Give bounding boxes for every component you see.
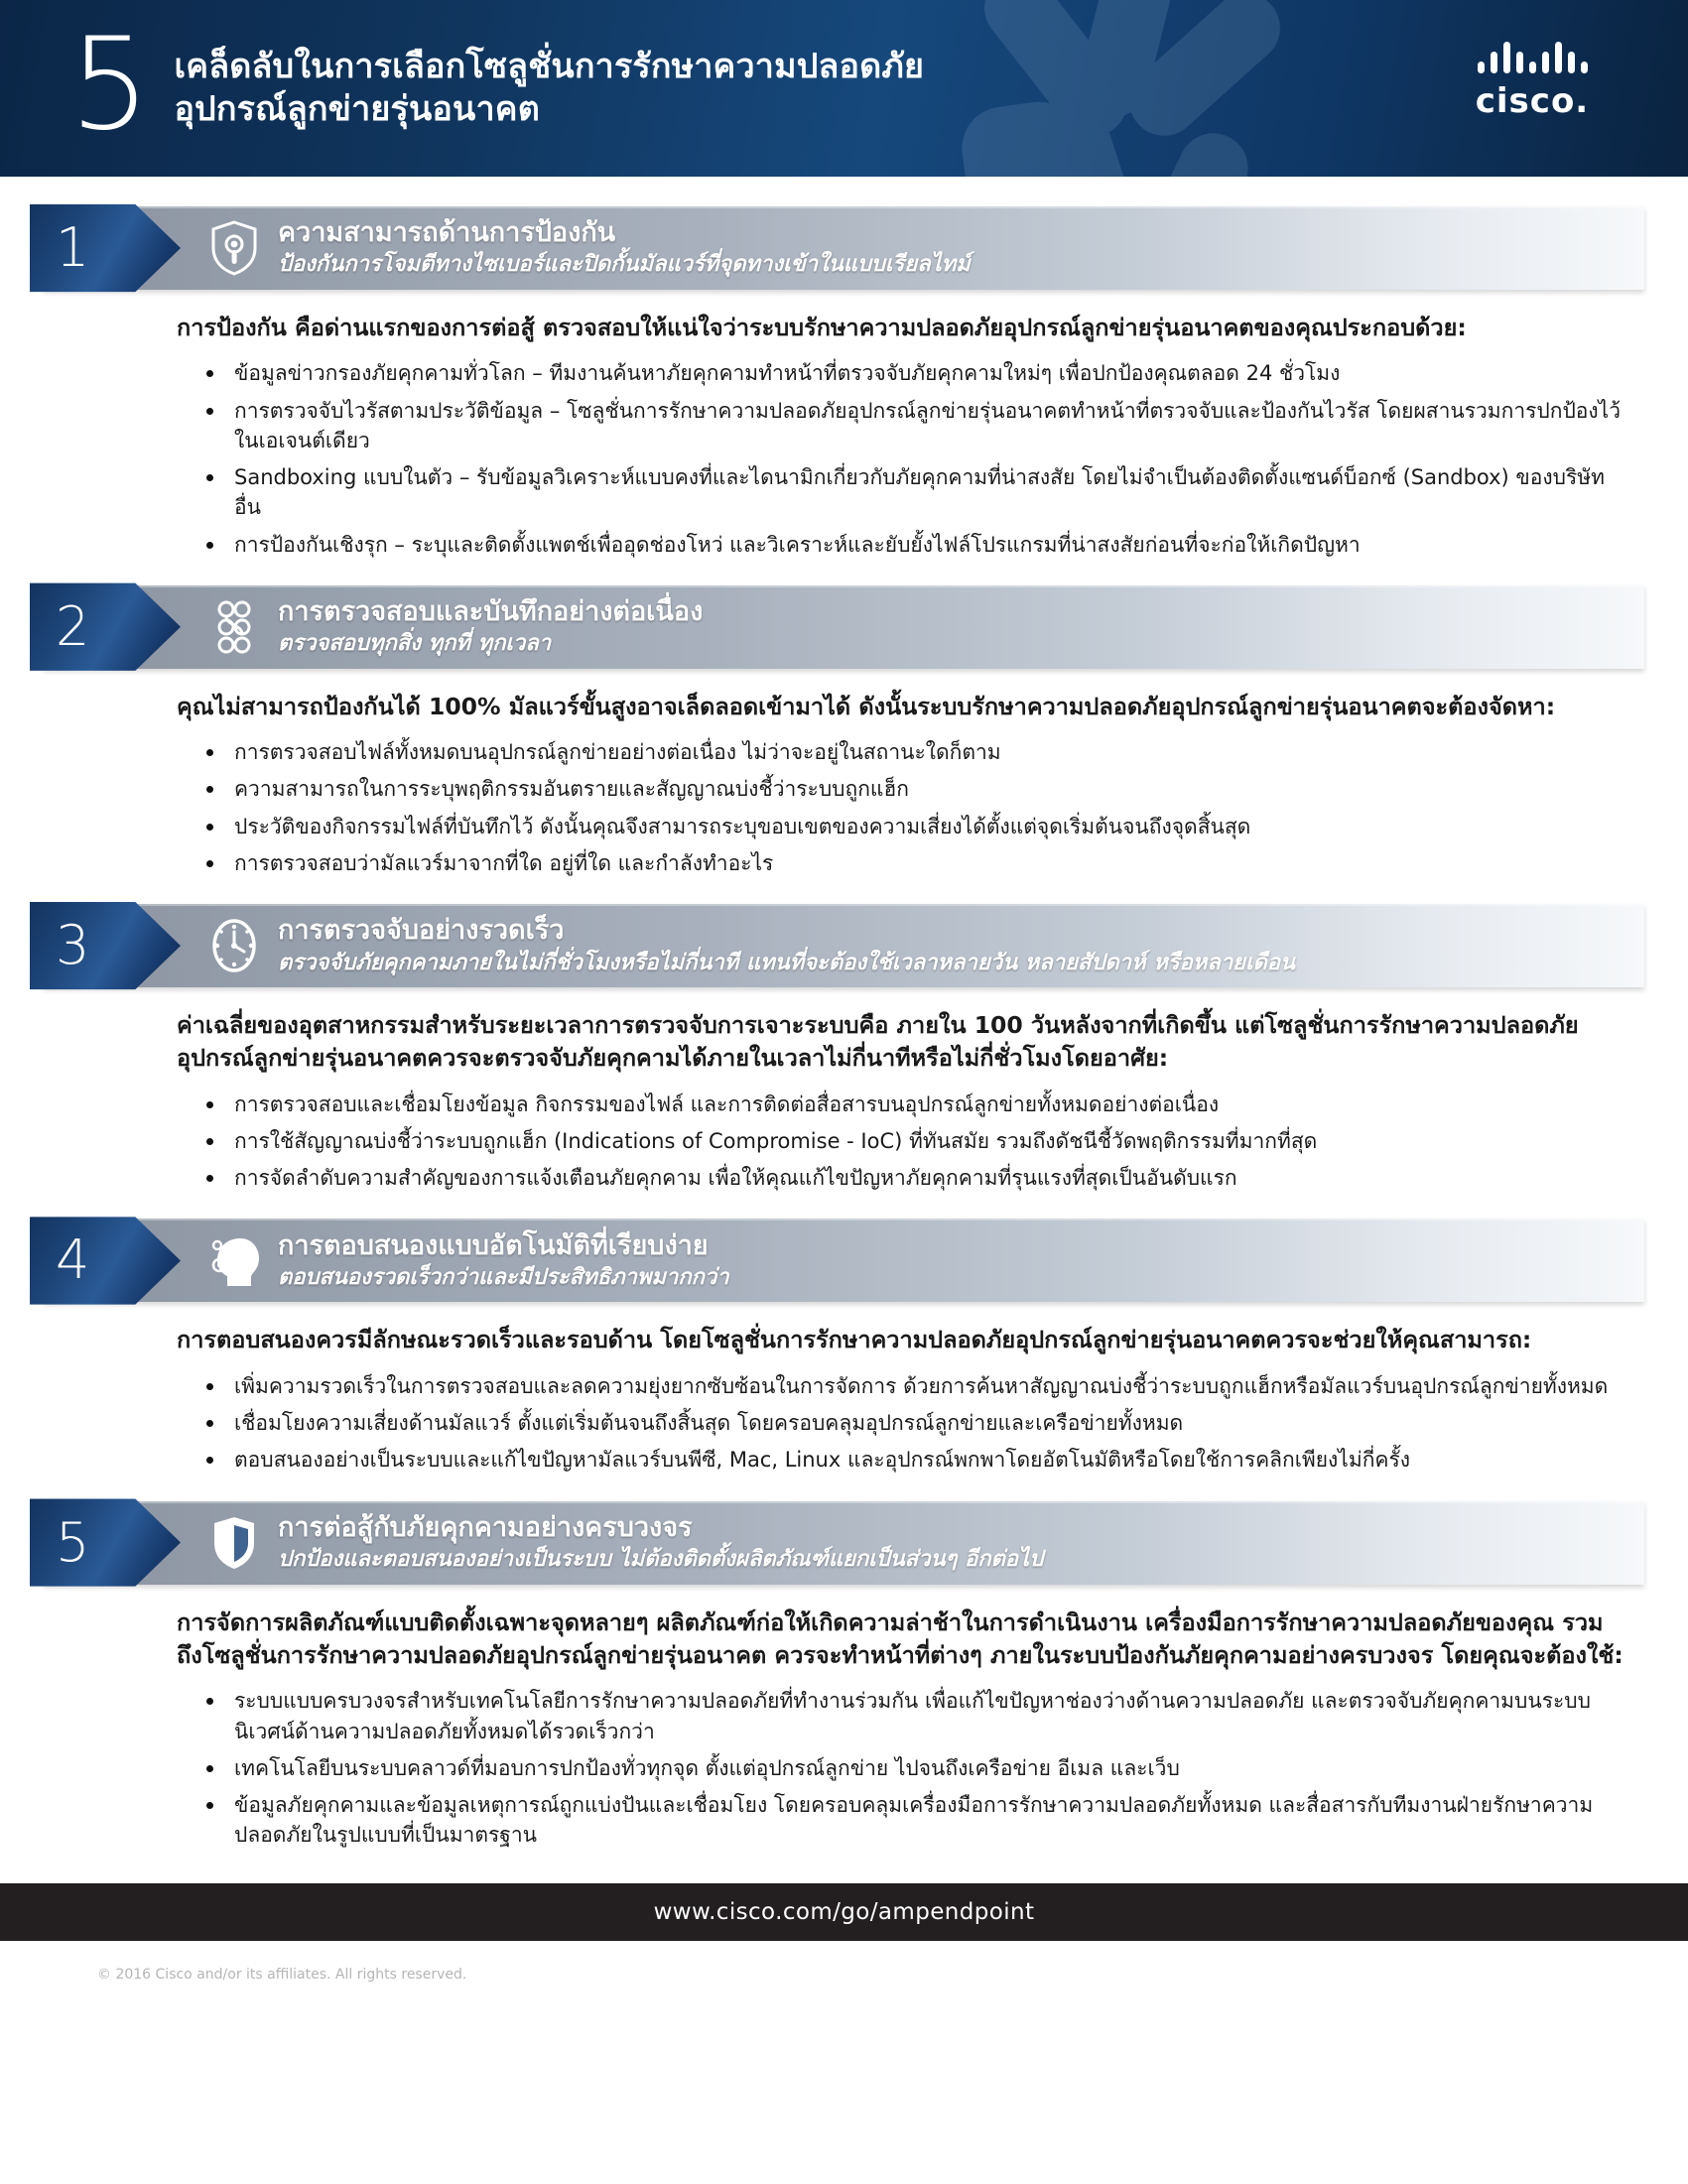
list-item: ระบบแบบครบวงจรสำหรับเทคโนโลยีการรักษาความปลอดภัยที่ทำงานร่วมกัน เพื่อแก้ไขปัญหาช่องว่างด้านความปลอดภัย และตรวจจับภัยคุกคามบนระบบนิเวศน์ด้านความปลอดภัยทั้งหมดได้รวดเร็วกว่า [177, 1686, 1626, 1745]
continuous-monitoring-icon [204, 596, 264, 658]
section-3 [0, 904, 1688, 1193]
sections-container [0, 206, 1688, 1850]
section-1-lead: การป้องกัน คือด่านแรกของการต่อสู้ ตรวจสอบให้แน่ใจว่าระบบรักษาความปลอดภัยอุปกรณ์ลูกข่ายรุ่นอนาคตของคุณประกอบด้วย: [177, 314, 1467, 341]
list-item: ตอบสนองอย่างเป็นระบบและแก้ไขปัญหามัลแวร์บนพีซี, Mac, Linux และอุปกรณ์พกพาโดยอัตโนมัติหรือโดยใช้การคลิกเพียงไม่กี่ครั้ง [177, 1445, 1626, 1475]
section-3-number: 3 [56, 914, 90, 977]
section-1-content [0, 290, 1688, 560]
section-2-bullet-list [177, 737, 1626, 878]
section-4-lead: การตอบสนองควรมีลักษณะรวดเร็วและรอบด้าน โดยโซลูชั่นการรักษาความปลอดภัยอุปกรณ์ลูกข่ายรุ่นอนาคตควรจะช่วยให้คุณสามารถ: [177, 1326, 1532, 1354]
section-2-text [278, 596, 722, 658]
cisco-wordmark: cisco. [1475, 81, 1590, 121]
section-5-number: 5 [56, 1510, 90, 1574]
section-1-bullet-list [177, 358, 1626, 559]
section-3-text [278, 915, 1315, 976]
section-4-text [278, 1230, 749, 1292]
shield-search-icon [204, 217, 264, 279]
header-big-number: 5 [69, 11, 149, 159]
section-4-content [0, 1302, 1688, 1475]
list-item: Sandboxing แบบในตัว – รับข้อมูลวิเคราะห์แบบคงที่และไดนามิกเกี่ยวกับภัยคุกคามที่น่าสงสัย โดยไม่จำเป็นต้องติดตั้งแซนด์บ็อกซ์ (Sandbox) ของบริษัทอื่น [177, 462, 1626, 522]
page-title [174, 46, 924, 131]
section-5-lead: การจัดการผลิตภัณฑ์แบบติดตั้งเฉพาะจุดหลายๆ ผลิตภัณฑ์ก่อให้เกิดความล่าช้าในการดำเนินงาน เครื่องมือการรักษาความปลอดภัยของคุณ รวมถึงโซลูชั่นการรักษาความปลอดภัยอุปกรณ์ลูกข่ายรุ่นอนาคต ควรจะทำหน้าที่ต่างๆ ภายในระบบป้องกันภัยคุกคามอย่างครบวงจร โดยคุณจะต้องใช้: [177, 1607, 1623, 1669]
section-5-title: การต่อสู้กับภัยคุกคามอย่างครบวงจร [278, 1511, 693, 1543]
clock-fast-detection-icon [204, 915, 264, 976]
list-item: การตรวจสอบว่ามัลแวร์มาจากที่ใด อยู่ที่ใด และกำลังทำอะไร [177, 848, 1626, 878]
section-3-lead: ค่าเฉลี่ยของอุตสาหกรรมสำหรับระยะเวลาการตรวจจับการเจาะระบบคือ ภายใน 100 วันหลังจากที่เกิดขึ้น แต่โซลูชั่นการรักษาความปลอดภัยอุปกรณ์ลูกข่ายรุ่นอนาคตควรจะตรวจจับภัยคุกคามได้ภายในเวลาไม่กี่นาทีหรือไม่กี่ชั่วโมงโดยอาศัย: [177, 1011, 1579, 1073]
section-2 [0, 585, 1688, 878]
section-4-subtitle: ตอบสนองรวดเร็วกว่าและมีประสิทธิภาพมากกว่า [278, 1264, 729, 1290]
list-item: การป้องกันเชิงรุก – ระบุและติดตั้งแพตช์เพื่ออุดช่องโหว่ และวิเคราะห์และยับยั้งไฟล์โปรแกรมที่น่าสงสัยก่อนที่จะก่อให้เกิดปัญหา [177, 530, 1626, 560]
section-2-title: การตรวจสอบและบันทึกอย่างต่อเนื่อง [278, 595, 704, 627]
automated-response-head-gears-icon [204, 1229, 264, 1291]
section-2-content [0, 669, 1688, 878]
list-item: ประวัติของกิจกรรมไฟล์ที่บันทึกไว้ ดังนั้นคุณจึงสามารถระบุขอบเขตของความเสี่ยงได้ตั้งแต่จุดเริ่มต้นจนถึงจุดสิ้นสุด [177, 812, 1626, 841]
section-4 [0, 1219, 1688, 1475]
shield-integrated-defense-icon [204, 1512, 264, 1574]
section-3-title: การตรวจจับอย่างรวดเร็ว [278, 915, 565, 947]
section-5-text [278, 1512, 1063, 1574]
copyright-notice: © 2016 Cisco and/or its affiliates. All rights reserved. [97, 1967, 467, 1984]
list-item: การตรวจสอบไฟล์ทั้งหมดบนอุปกรณ์ลูกข่ายอย่างต่อเนื่อง ไม่ว่าจะอยู่ในสถานะใดก็ตาม [177, 737, 1626, 767]
section-3-subtitle: ตรวจจับภัยคุกคามภายในไม่กี่ชั่วโมงหรือไม่กี่นาที แทนที่จะต้องใช้เวลาหลายวัน หลายสัปดาห์ หรือหลายเดือน [278, 950, 1296, 975]
list-item: เชื่อมโยงความเสี่ยงด้านมัลแวร์ ตั้งแต่เริ่มต้นจนถึงสิ้นสุด โดยครอบคลุมอุปกรณ์ลูกข่ายและเครือข่ายทั้งหมด [177, 1408, 1626, 1438]
section-3-bullet-list [177, 1090, 1626, 1194]
section-2-header-bar [44, 585, 1644, 669]
list-item: การจัดลำดับความสำคัญของการแจ้งเตือนภัยคุกคาม เพื่อให้คุณแก้ไขปัญหาภัยคุกคามที่รุนแรงที่สุดเป็นอันดับแรก [177, 1163, 1626, 1193]
section-2-subtitle: ตรวจสอบทุกสิ่ง ทุกที่ ทุกเวลา [278, 631, 552, 657]
list-item: การตรวจจับไวรัสตามประวัติข้อมูล – โซลูชั่นการรักษาความปลอดภัยอุปกรณ์ลูกข่ายรุ่นอนาคตทำหน้าที่ตรวจจับและป้องกันไวรัส โดยผสานรวมการปกป้องไว้ในเอเจนต์เดียว [177, 396, 1626, 455]
list-item: ความสามารถในการระบุพฤติกรรมอันตรายและสัญญาณบ่งชี้ว่าระบบถูกแฮ็ก [177, 774, 1626, 804]
section-1 [0, 206, 1688, 560]
section-4-header-bar [44, 1219, 1644, 1302]
section-5-content [0, 1585, 1688, 1851]
section-3-number-badge [30, 888, 181, 1003]
section-5 [0, 1501, 1688, 1851]
section-3-content [0, 987, 1688, 1193]
section-1-header-bar [44, 206, 1644, 290]
section-5-number-badge [30, 1485, 181, 1601]
page-header [0, 0, 1688, 177]
section-5-subtitle: ปกป้องและตอบสนองอย่างเป็นระบบ ไม่ต้องติดตั้งผลิตภัณฑ์แยกเป็นส่วนๆ อีกต่อไป [278, 1546, 1044, 1572]
section-2-lead: คุณไม่สามารถป้องกันได้ 100% มัลแวร์ขั้นสูงอาจเล็ดลอดเข้ามาได้ ดังนั้นระบบรักษาความปลอดภัยอุปกรณ์ลูกข่ายรุ่นอนาคตจะต้องจัดหา: [177, 692, 1556, 720]
section-5-bullet-list [177, 1686, 1626, 1850]
section-1-text [278, 217, 990, 279]
list-item: การตรวจสอบและเชื่อมโยงข้อมูล กิจกรรมของไฟล์ และการติดต่อสื่อสารบนอุปกรณ์ลูกข่ายทั้งหมดอย่างต่อเนื่อง [177, 1090, 1626, 1119]
list-item: เพิ่มความรวดเร็วในการตรวจสอบและลดความยุ่งยากซับซ้อนในการจัดการ ด้วยการค้นหาสัญญาณบ่งชี้ว่าระบบถูกแฮ็กหรือมัลแวร์บนอุปกรณ์ลูกข่ายทั้งหมด [177, 1371, 1626, 1401]
section-2-number: 2 [56, 594, 90, 658]
page-title-line-2: อุปกรณ์ลูกข่ายรุ่นอนาคต [174, 89, 540, 129]
list-item: ข้อมูลภัยคุกคามและข้อมูลเหตุการณ์ถูกแบ่งปันและเชื่อมโยง โดยครอบคลุมเครื่องมือการรักษาความปลอดภัยทั้งหมด และสื่อสารกับทีมงานฝ่ายรักษาความปลอดภัยในรูปแบบที่เป็นมาตรฐาน [177, 1790, 1626, 1850]
page-title-line-1: เคล็ดลับในการเลือกโซลูชั่นการรักษาความปลอดภัย [174, 47, 925, 87]
section-5-header-bar [44, 1501, 1644, 1585]
section-3-header-bar [44, 904, 1644, 987]
section-4-number: 4 [56, 1228, 90, 1292]
list-item: ข้อมูลข่าวกรองภัยคุกคามทั่วโลก – ทีมงานค้นหาภัยคุกคามทำหน้าที่ตรวจจับภัยคุกคามใหม่ๆ เพื่อปกป้องคุณตลอด 24 ชั่วโมง [177, 358, 1626, 388]
section-1-number: 1 [56, 216, 90, 279]
section-2-number-badge [30, 570, 181, 685]
section-4-title: การตอบสนองแบบอัตโนมัติที่เรียบง่าย [278, 1229, 709, 1261]
section-4-number-badge [30, 1203, 181, 1318]
section-1-number-badge [30, 191, 181, 306]
section-1-subtitle: ป้องกันการโจมตีทางไซเบอร์และปิดกั้นมัลแวร์ที่จุดทางเข้าในแบบเรียลไทม์ [278, 252, 971, 278]
cisco-bridge-icon [1448, 34, 1617, 73]
footer-url-bar [0, 1883, 1688, 1941]
cisco-logo [1448, 34, 1617, 121]
footer-url-link[interactable]: www.cisco.com/go/ampendpoint [653, 1899, 1035, 1926]
list-item: การใช้สัญญาณบ่งชี้ว่าระบบถูกแฮ็ก (Indications of Compromise - IoC) ที่ทันสมัย รวมถึงดัชนีชี้วัดพฤติกรรมที่มากที่สุด [177, 1126, 1626, 1156]
list-item: เทคโนโลยีบนระบบคลาวด์ที่มอบการปกป้องทั่วทุกจุด ตั้งแต่อุปกรณ์ลูกข่าย ไปจนถึงเครือข่าย อีเมล และเว็บ [177, 1753, 1626, 1783]
section-4-bullet-list [177, 1371, 1626, 1476]
section-1-title: ความสามารถด้านการป้องกัน [278, 217, 616, 249]
